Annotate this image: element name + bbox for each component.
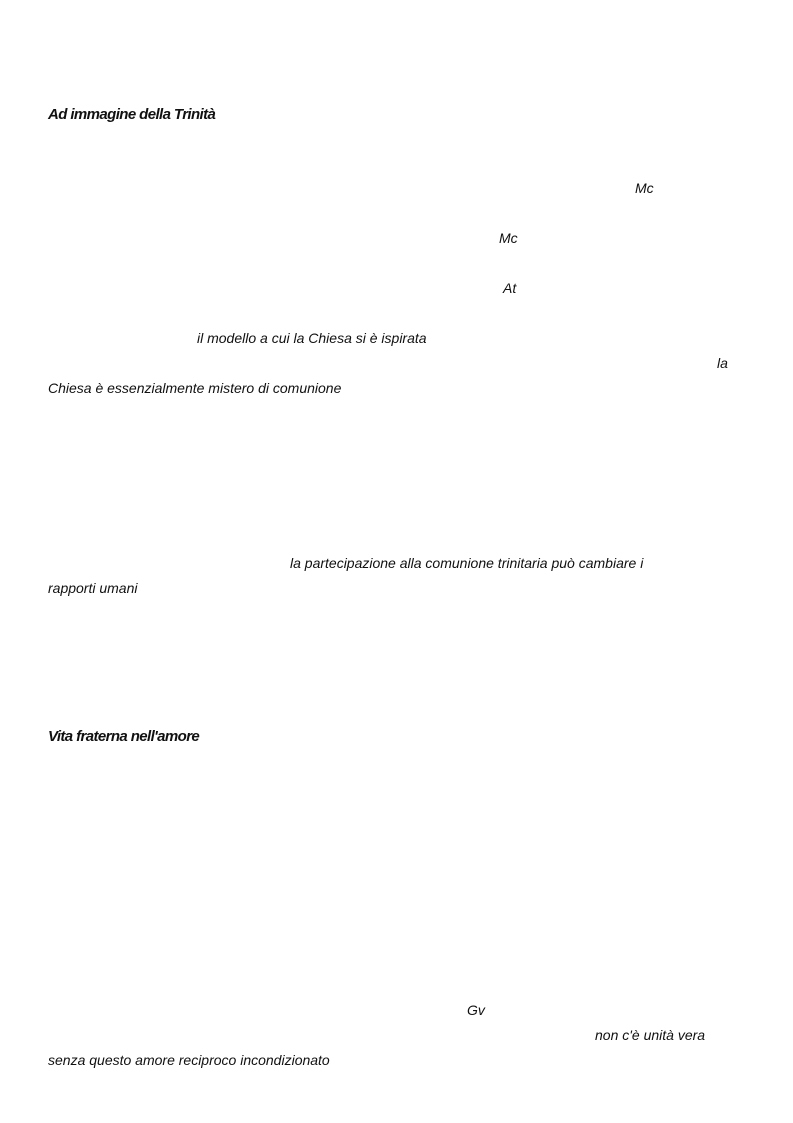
section-heading-vita-fraterna: Vita fraterna nell'amore xyxy=(48,728,200,745)
reference-at: At xyxy=(503,280,517,296)
reference-mc-1: Mc xyxy=(635,180,654,196)
phrase-partecipazione: la partecipazione alla comunione trinitaria può cambiare i xyxy=(290,555,644,571)
phrase-rapporti-umani: rapporti umani xyxy=(48,580,138,596)
phrase-la: la xyxy=(717,355,728,371)
reference-gv: Gv xyxy=(467,1002,485,1018)
reference-mc-2: Mc xyxy=(499,230,518,246)
phrase-amore-reciproco: senza questo amore reciproco incondizionato xyxy=(48,1052,330,1068)
phrase-modello: il modello a cui la Chiesa si è ispirata xyxy=(197,330,427,346)
phrase-chiesa-comunione: Chiesa è essenzialmente mistero di comunione xyxy=(48,380,342,396)
phrase-unita-vera: non c'è unità vera xyxy=(595,1027,706,1043)
section-heading-trinita: Ad immagine della Trinità xyxy=(48,106,216,123)
